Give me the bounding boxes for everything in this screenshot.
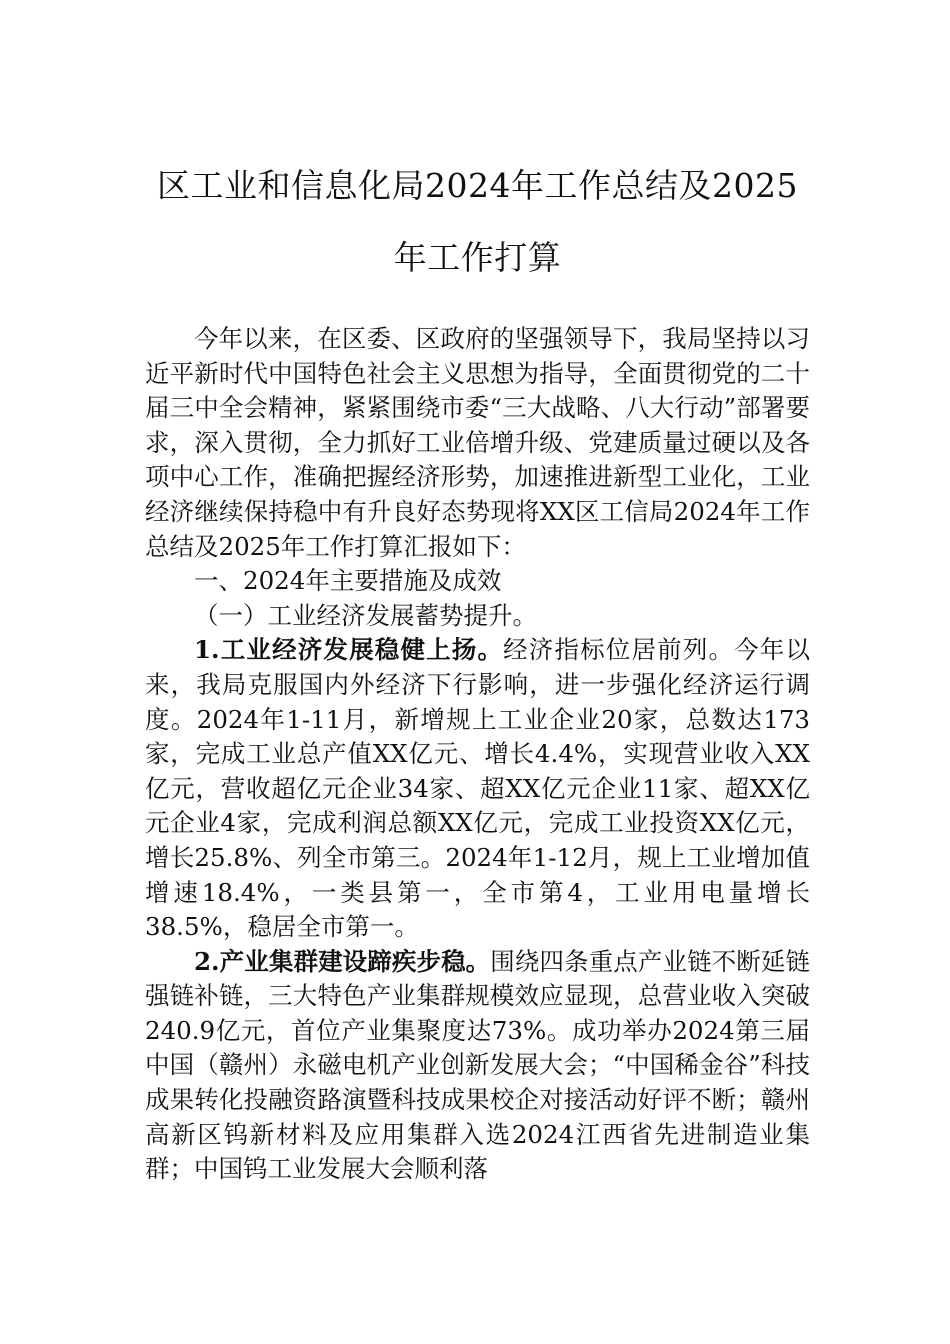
document-title <box>145 150 810 294</box>
item-1-lead: 1.工业经济发展稳健上扬。 <box>194 635 504 665</box>
title-line-1: 区工业和信息化局2024年工作总结及2025 <box>157 166 798 205</box>
section-heading: 一、2024年主要措施及成效 <box>194 566 502 596</box>
item-2-text: 围绕四条重点产业链不断延链强链补链，三大特色产业集群规模效应显现，总营业收入突破240.9亿元，首位产业集聚度达73%。成功举办2024第三届中国（赣州）永磁电机产业创新发展大会；“中国稀金谷”科技成果转化投融资路演暨科技成果校企对接活动好评不断；赣州高新区钨新材料及应用集群入选2024江西省先进制造业集群；中国钨工业发展大会顺利落 <box>145 946 811 1184</box>
intro-paragraph: 今年以来，在区委、区政府的坚强领导下，我局坚持以习近平新时代中国特色社会主义思想为指导，全面贯彻党的二十届三中全会精神，紧紧围绕市委“三大战略、八大行动”部署要求，深入贯彻，全力抓好工业倍增升级、党建质量过硬以及各项中心工作，准确把握经济形势，加速推进新型工业化，工业经济继续保持稳中有升良好态势现将XX区工信局2024年工作总结及2025年工作打算汇报如下： <box>145 324 810 561</box>
document-page <box>145 150 810 1187</box>
title-line-2: 年工作打算 <box>393 238 562 277</box>
item-2-lead: 2.产业集群建设蹄疾步稳。 <box>194 946 491 976</box>
item-1-text: 经济指标位居前列。今年以来，我局克服国内外经济下行影响，进一步强化经济运行调度。2024年1-11月，新增规上工业企业20家，总数达173家，完成工业总产值XX亿元、增长4.4%，实现营业收入XX亿元，营收超亿元企业34家、超XX亿元企业11家、超XX亿元企业4家，完成利润总额XX亿元，完成工业投资XX亿元，增长25.8%、列全市第三。2024年1-12月，规上工业增加值增速18.4%，一类县第一，全市第4，工业用电量增长38.5%，稳居全市第一。 <box>145 635 811 942</box>
item-2-paragraph <box>145 945 810 1187</box>
item-1-paragraph <box>145 633 810 944</box>
subsection-heading: （一）工业经济发展蓄势提升。 <box>194 600 537 630</box>
document-body <box>145 322 810 1187</box>
